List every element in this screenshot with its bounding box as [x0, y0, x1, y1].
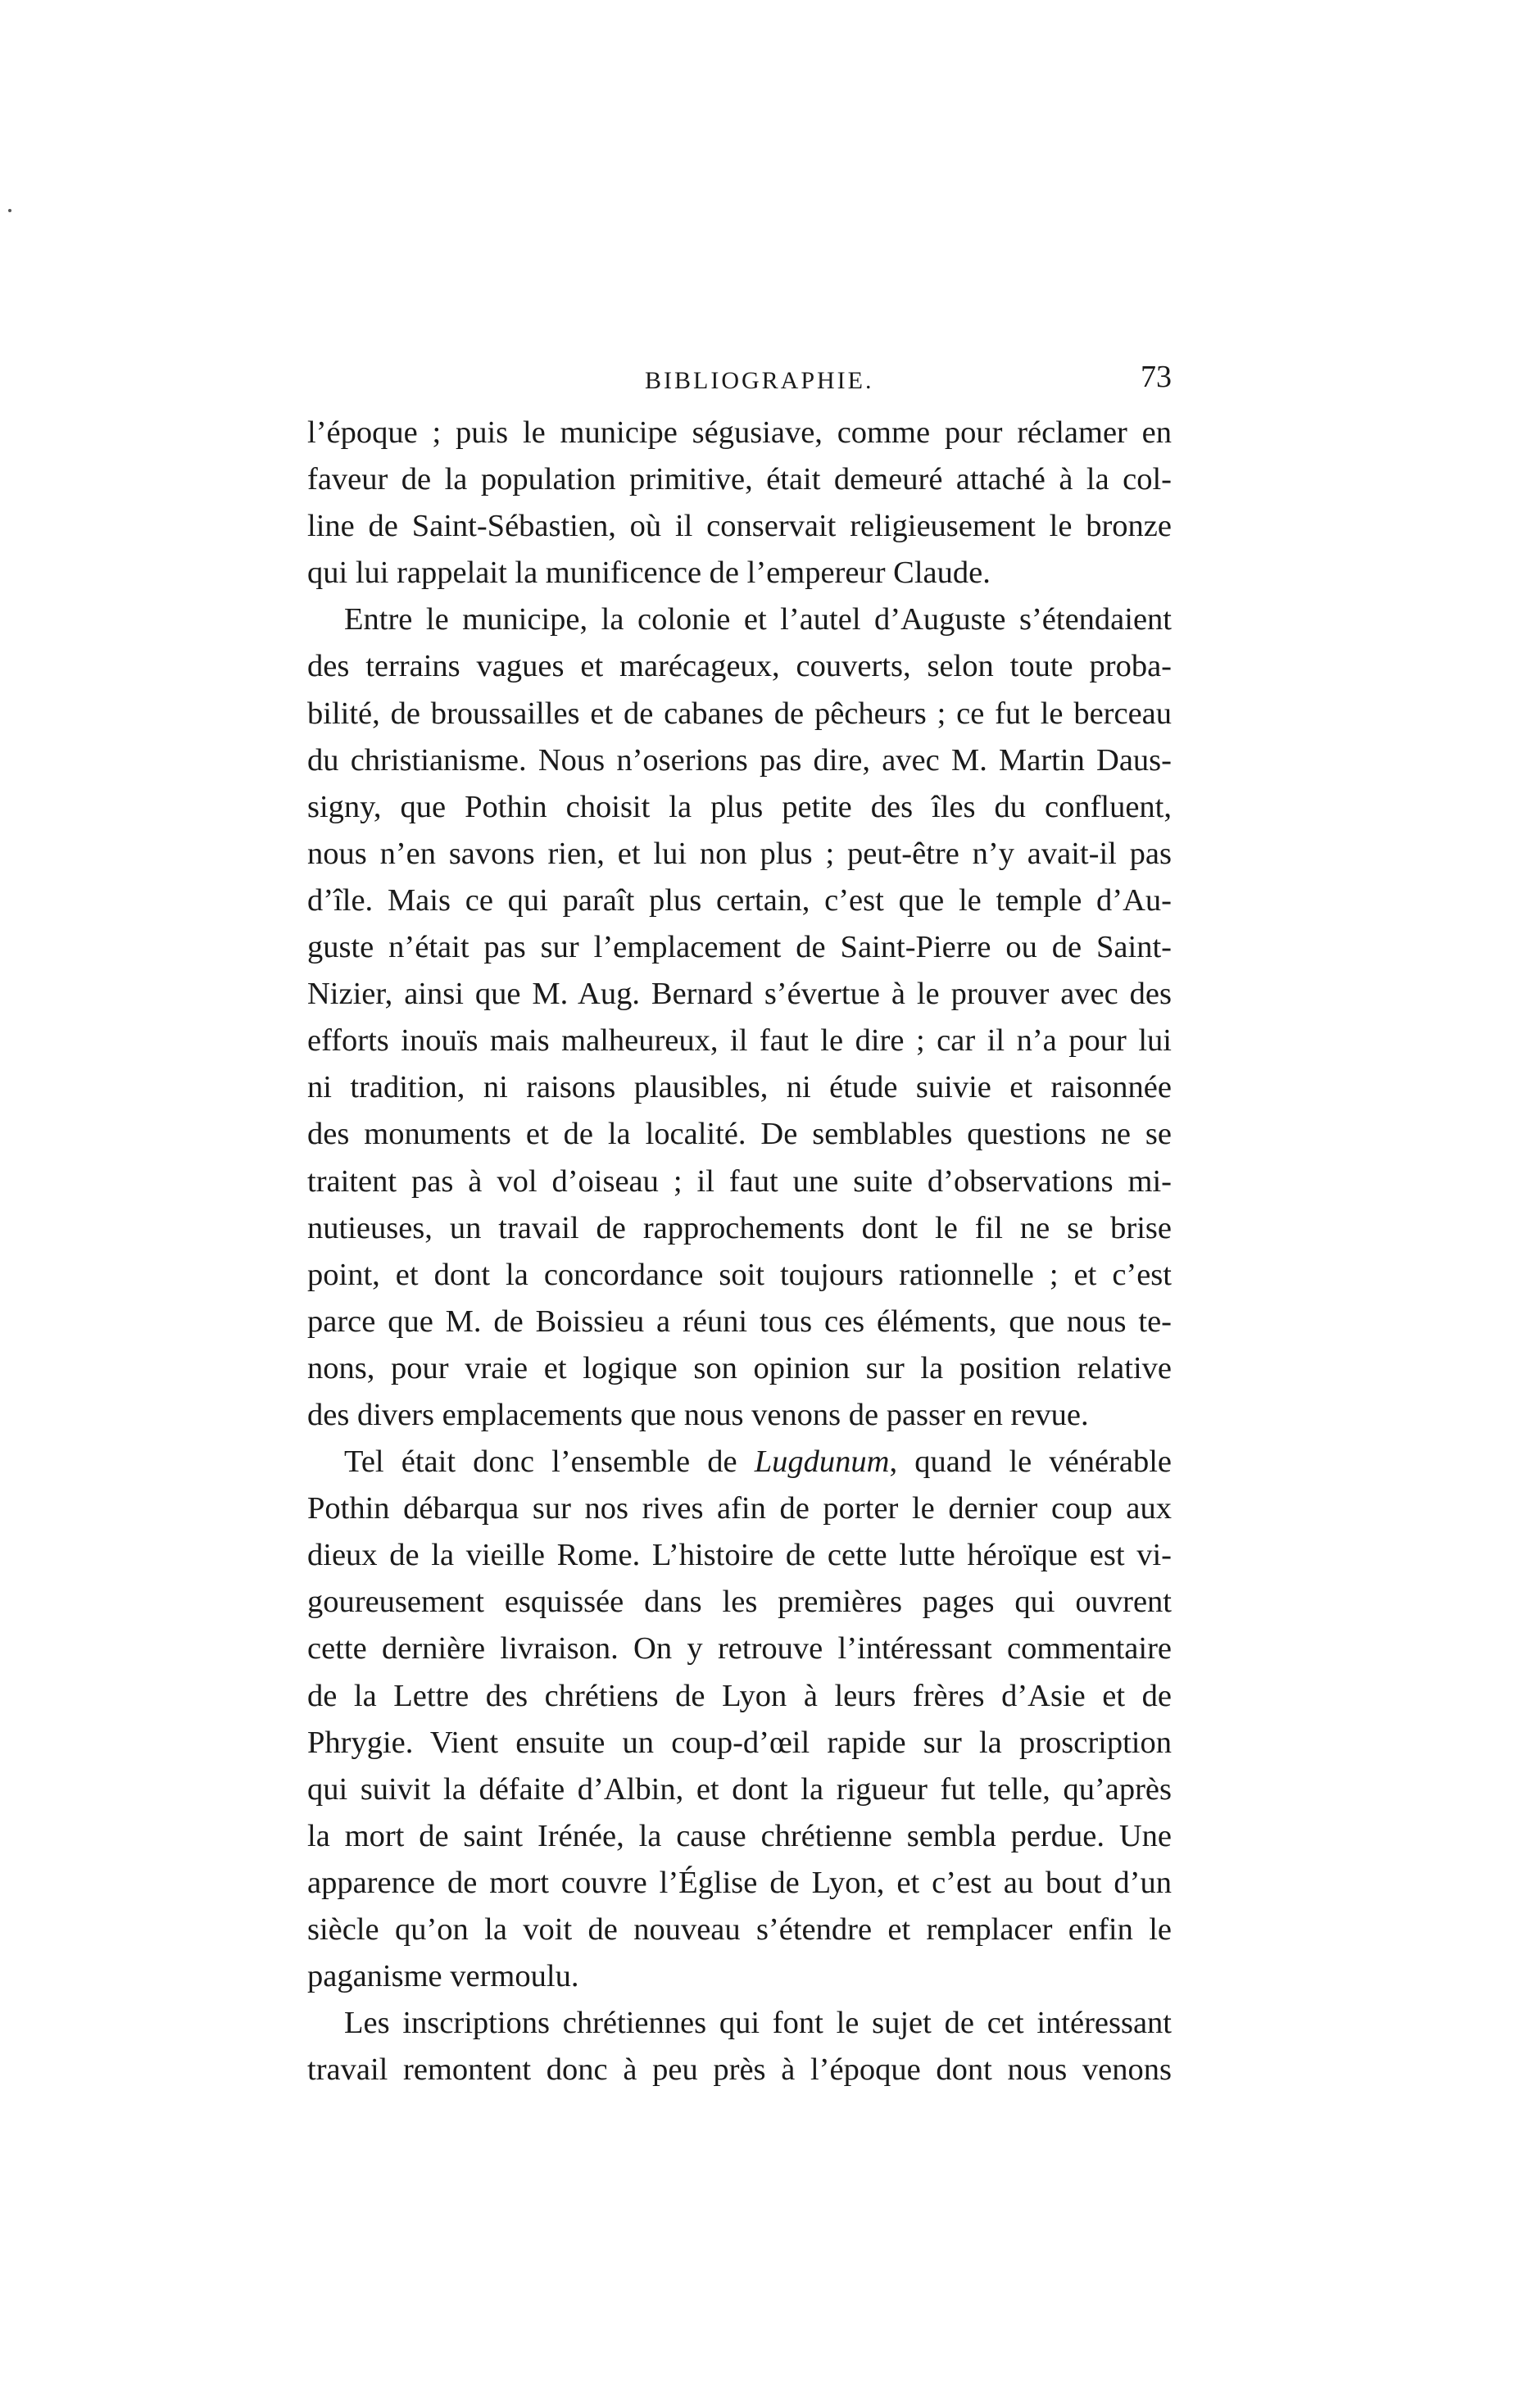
- text-line: Entre le municipe, la colonie et l’autel d’Auguste s’étendaient: [344, 602, 1172, 637]
- text-line: des terrains vagues et marécageux, couverts, selon toute proba-: [307, 649, 1172, 684]
- text-line: bilité, de broussailles et de cabanes de pêcheurs ; ce fut le berceau: [307, 696, 1172, 731]
- text-fragment: Tel était donc l’ensemble de: [344, 1444, 737, 1480]
- text-line: nons, pour vraie et logique son opinion sur la position relative: [307, 1350, 1172, 1385]
- text-line: d’île. Mais ce qui paraît plus certain, c’est que le temple d’Au-: [307, 882, 1172, 918]
- italic-word: Lugdunum: [754, 1444, 890, 1480]
- text-line: efforts inouïs mais malheureux, il faut le dire ; car il n’a pour lui: [307, 1023, 1172, 1059]
- text-fragment: , quand le vénérable: [889, 1444, 1173, 1480]
- text-line: guste n’était pas sur l’emplacement de Saint-Pierre ou de Saint-: [307, 930, 1172, 965]
- text-line: traitent pas à vol d’oiseau ; il faut une suite d’observations mi-: [307, 1163, 1172, 1199]
- text-line: du christianisme. Nous n’oserions pas dire, avec M. Martin Daus-: [307, 742, 1172, 778]
- text-line: cette dernière livraison. On y retrouve l’intéressant commentaire: [307, 1631, 1172, 1667]
- text-line: dieux de la vieille Rome. L’histoire de cette lutte héroïque est vi-: [307, 1538, 1172, 1573]
- text-line: Nizier, ainsi que M. Aug. Bernard s’évertue à le prouver avec des: [307, 977, 1172, 1012]
- text-line: Les inscriptions chrétiennes qui font le sujet de cet intéressant: [344, 2006, 1172, 2041]
- text-line: des monuments et de la localité. De semblables questions ne se: [307, 1117, 1172, 1152]
- text-line: signy, que Pothin choisit la plus petite des îles du confluent,: [307, 789, 1172, 824]
- text-line: de la Lettre des chrétiens de Lyon à leurs frères d’Asie et de: [307, 1678, 1172, 1713]
- text-line: Pothin débarqua sur nos rives afin de porter le dernier coup aux: [307, 1491, 1172, 1526]
- text-line: qui lui rappelait la munificence de l’empereur Claude.: [307, 556, 991, 591]
- running-head: [307, 359, 1172, 400]
- text-line: point, et dont la concordance soit toujours rationnelle ; et c’est: [307, 1257, 1172, 1292]
- page-number: 73: [1141, 360, 1172, 394]
- margin-speck: [8, 209, 11, 212]
- text-line: l’époque ; puis le municipe ségusiave, comme pour réclamer en: [307, 415, 1172, 450]
- text-line: nutieuses, un travail de rapprochements dont le fil ne se brise: [307, 1210, 1172, 1245]
- text-line: nous n’en savons rien, et lui non plus ; peut-être n’y avait-il pas: [307, 836, 1172, 871]
- text-line: apparence de mort couvre l’Église de Lyon, et c’est au bout d’un: [307, 1865, 1172, 1900]
- body-text: [307, 410, 1172, 2093]
- text-line: des divers emplacements que nous venons de passer en revue.: [307, 1397, 1089, 1432]
- text-line: siècle qu’on la voit de nouveau s’étendre et remplacer enfin le: [307, 1912, 1172, 1947]
- running-title: BIBLIOGRAPHIE.: [645, 367, 874, 394]
- text-line: Phrygie. Vient ensuite un coup-d’œil rapide sur la proscription: [307, 1725, 1172, 1760]
- text-line: [307, 1439, 1172, 1485]
- text-line: qui suivit la défaite d’Albin, et dont la rigueur fut telle, qu’après: [307, 1771, 1172, 1807]
- text-line: travail remontent donc à peu près à l’époque dont nous venons: [307, 2052, 1172, 2088]
- text-line: ni tradition, ni raisons plausibles, ni étude suivie et raisonnée: [307, 1070, 1172, 1105]
- text-line: parce que M. de Boissieu a réuni tous ces éléments, que nous te-: [307, 1304, 1172, 1339]
- text-line: paganisme vermoulu.: [307, 1959, 579, 1994]
- text-line: goureusement esquissée dans les premières pages qui ouvrent: [307, 1585, 1172, 1620]
- text-line: la mort de saint Irénée, la cause chrétienne sembla perdue. Une: [307, 1818, 1172, 1853]
- text-line: faveur de la population primitive, était demeuré attaché à la col-: [307, 462, 1172, 497]
- text-line: line de Saint-Sébastien, où il conservait religieusement le bronze: [307, 509, 1172, 544]
